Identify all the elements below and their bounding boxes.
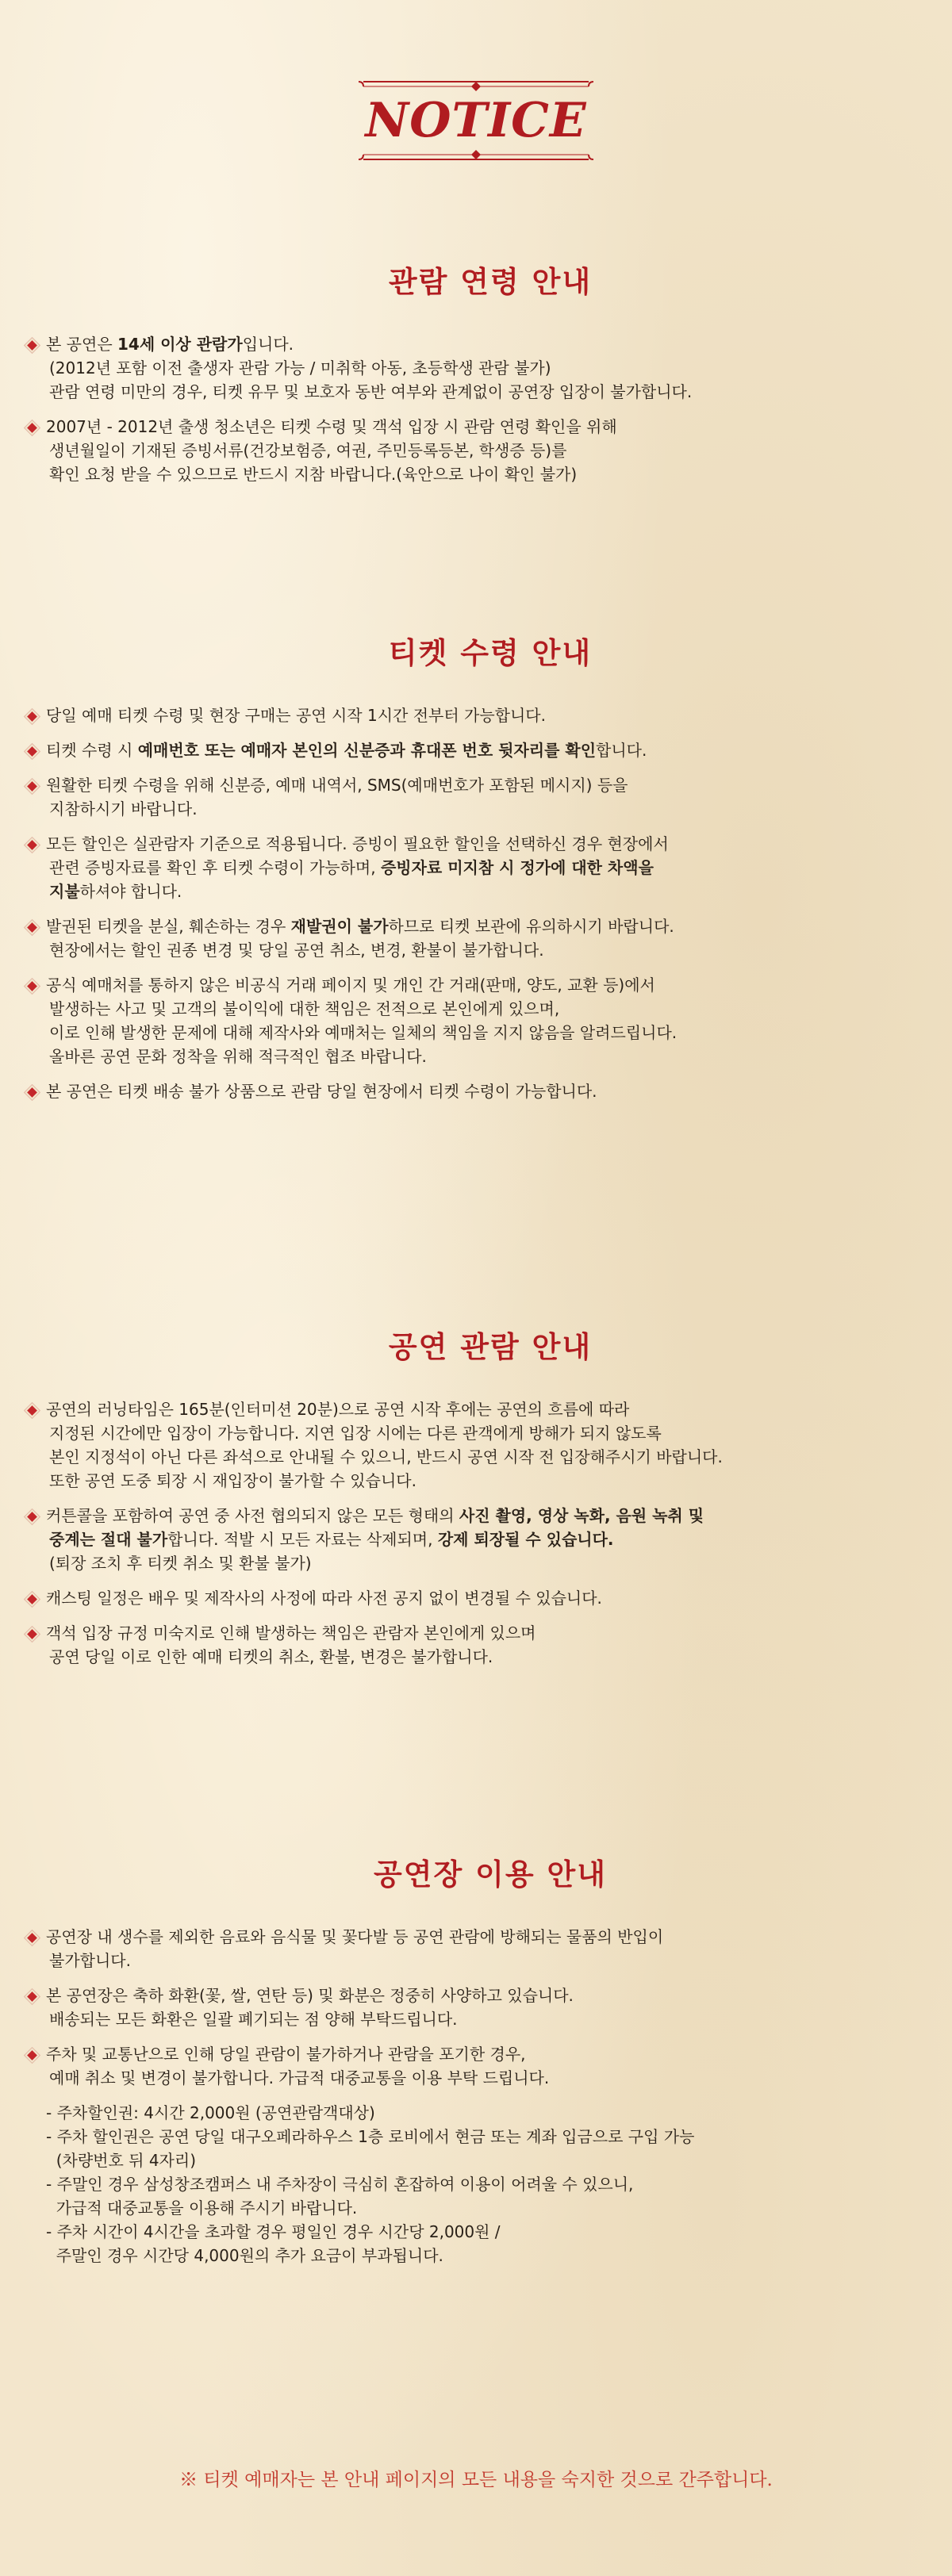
text-segment: 당일 예매 티켓 수령 및 현장 구매는 공연 시작 1시간 전부터 가능합니다. — [46, 706, 546, 725]
notice-item — [29, 1621, 933, 1669]
text-segment: 지정된 시간에만 입장이 가능합니다. 지연 입장 시에는 다른 관객에게 방해가 되지 않도록 — [49, 1424, 662, 1443]
text-line — [46, 1645, 933, 1669]
section-title: 공연 관람 안내 — [388, 1329, 593, 1364]
diamond-bullet-icon — [27, 781, 37, 792]
notice-item — [29, 1984, 933, 2031]
text-line — [46, 880, 933, 903]
notice-item — [29, 332, 933, 404]
text-line — [46, 356, 933, 380]
text-segment: (차량번호 뒤 4자리) — [46, 2151, 196, 2170]
notice-item — [29, 703, 933, 727]
text-segment: 확인 요청 받을 수 있으므로 반드시 지참 바랍니다.(육안으로 나이 확인 불가) — [49, 465, 578, 484]
diamond-bullet-icon — [27, 1512, 37, 1522]
diamond-bullet-icon — [27, 840, 37, 850]
diamond-bullet-icon — [27, 1594, 37, 1604]
text-line — [46, 1021, 933, 1045]
notice-title: NOTICE — [365, 93, 587, 148]
section-title: 관람 연령 안내 — [388, 264, 593, 299]
notice-item — [29, 1504, 933, 1575]
text-line — [46, 1528, 933, 1551]
text-segment: 또한 공연 도중 퇴장 시 재입장이 불가할 수 있습니다. — [49, 1471, 416, 1490]
diamond-bullet-icon — [27, 2050, 37, 2060]
text-line — [46, 1397, 933, 1421]
text-segment: 지참하시기 바랍니다. — [49, 799, 198, 818]
notice-item — [29, 2042, 933, 2090]
text-segment: 공연장 내 생수를 제외한 음료와 음식물 및 꽃다발 등 공연 관람에 방해되는 물품의 반입이 — [46, 1927, 664, 1946]
section-ticket-pickup — [29, 629, 933, 1114]
text-line — [46, 2125, 933, 2149]
text-line — [46, 2007, 933, 2031]
text-segment: 관련 증빙자료를 확인 후 티켓 수령이 가능하며, — [49, 858, 381, 877]
text-line — [46, 2244, 933, 2267]
text-line — [46, 1045, 933, 1068]
text-segment: 이로 인해 발생한 문제에 대해 제작사와 예매처는 일체의 책임을 지지 않음을 알려드립니다. — [49, 1023, 678, 1042]
text-line — [46, 856, 933, 880]
text-line — [46, 1621, 933, 1645]
text-segment: 올바른 공연 문화 정착을 위해 적극적인 협조 바랍니다. — [49, 1047, 427, 1066]
text-segment: 불가합니다. — [49, 1951, 131, 1970]
diamond-bullet-icon — [27, 423, 37, 433]
section-age-policy — [29, 258, 933, 497]
diamond-bullet-icon — [27, 340, 37, 351]
text-segment: 본 공연은 — [46, 335, 117, 354]
emphasized-text: 14세 이상 관람가 — [117, 335, 243, 354]
text-line — [46, 773, 933, 797]
text-line — [46, 380, 933, 404]
emphasized-text: 사진 촬영, 영상 녹화, 음원 녹취 및 — [459, 1506, 704, 1525]
section-performance-viewing — [29, 1323, 933, 1680]
text-segment: 모든 할인은 실관람자 기준으로 적용됩니다. 증빙이 필요한 할인을 선택하신 경우 현장에서 — [46, 834, 669, 853]
text-segment: 관람 연령 미만의 경우, 티켓 유무 및 보호자 동반 여부와 관계없이 공연장 입장이 불가합니다. — [49, 382, 693, 401]
notice-item — [29, 415, 933, 486]
notice-banner — [359, 79, 593, 162]
emphasized-text: 중계는 절대 불가 — [49, 1530, 168, 1549]
notice-item — [29, 1397, 933, 1493]
text-segment: 원활한 티켓 수령을 위해 신분증, 예매 내역서, SMS(예매번호가 포함된 메시지) 등을 — [46, 776, 628, 795]
text-segment: 예매 취소 및 변경이 불가합니다. 가급적 대중교통을 이용 부탁 드립니다. — [49, 2068, 550, 2087]
text-line — [46, 938, 933, 962]
text-segment: 현장에서는 할인 권종 변경 및 당일 공연 취소, 변경, 환불이 불가합니다. — [49, 941, 544, 960]
text-line — [46, 1551, 933, 1575]
text-segment: 가급적 대중교통을 이용해 주시기 바랍니다. — [46, 2198, 358, 2218]
text-segment: 티켓 수령 시 — [46, 741, 138, 760]
text-line — [46, 914, 933, 938]
emphasized-text: 증빙자료 미지참 시 정가에 대한 차액을 — [380, 858, 654, 877]
diamond-bullet-icon — [27, 1087, 37, 1098]
text-segment: 생년월일이 기재된 증빙서류(건강보험증, 여권, 주민등록등본, 학생증 등)를 — [49, 441, 567, 460]
text-line — [46, 2172, 933, 2196]
notice-item — [29, 1925, 933, 1972]
emphasized-text: 강제 퇴장될 수 있습니다. — [437, 1530, 614, 1549]
section-title: 공연장 이용 안내 — [374, 1857, 607, 1892]
text-line — [46, 1586, 933, 1610]
text-line — [46, 1925, 933, 1949]
text-line — [46, 1949, 933, 1972]
emphasized-text: 지불 — [49, 882, 80, 901]
text-line — [46, 1445, 933, 1469]
text-line — [46, 797, 933, 821]
text-line — [46, 2066, 933, 2090]
footer-note: ※ 티켓 예매자는 본 안내 페이지의 모든 내용을 숙지한 것으로 간주합니다. — [179, 2470, 773, 2490]
notice-list — [29, 1925, 933, 2090]
text-segment: 주말인 경우 시간당 4,000원의 추가 요금이 부과됩니다. — [46, 2246, 443, 2265]
notice-item — [29, 738, 933, 762]
text-line — [46, 832, 933, 856]
emphasized-text: 재발권이 불가 — [290, 917, 389, 936]
text-segment: 주차 및 교통난으로 인해 당일 관람이 불가하거나 관람을 포기한 경우, — [46, 2045, 526, 2064]
text-line — [46, 1504, 933, 1528]
notice-list — [29, 332, 933, 486]
text-line — [46, 415, 933, 439]
text-line — [46, 973, 933, 997]
text-line — [46, 439, 933, 462]
diamond-bullet-icon — [27, 1991, 37, 2002]
text-segment: (2012년 포함 이전 출생자 관람 가능 / 미취학 아동, 초등학생 관람 불가) — [49, 358, 551, 378]
diamond-bullet-icon — [27, 981, 37, 991]
notice-list — [29, 703, 933, 1103]
emphasized-text: 예매번호 또는 예매자 본인의 신분증과 휴대폰 번호 뒷자리를 확인 — [137, 741, 597, 760]
text-line — [46, 703, 933, 727]
text-segment: 입니다. — [242, 335, 294, 354]
text-segment: 객석 입장 규정 미숙지로 인해 발생하는 책임은 관람자 본인에게 있으며 — [46, 1623, 536, 1643]
parking-info — [29, 2101, 933, 2267]
notice-item — [29, 773, 933, 821]
text-segment: - 주차 할인권은 공연 당일 대구오페라하우스 1층 로비에서 현금 또는 계좌 입금으로 구입 가능 — [46, 2127, 695, 2146]
text-segment: 하므로 티켓 보관에 유의하시기 바랍니다. — [388, 917, 674, 936]
text-segment: 본 공연장은 축하 화환(꽃, 쌀, 연탄 등) 및 화분은 정중히 사양하고 있습니다. — [46, 1986, 574, 2005]
section-title: 티켓 수령 안내 — [388, 635, 593, 670]
text-segment: 배송되는 모든 화환은 일괄 폐기되는 점 양해 부탁드립니다. — [49, 2010, 458, 2029]
text-segment: 공연의 러닝타임은 165분(인터미션 20분)으로 공연 시작 후에는 공연의 흐름에 따라 — [46, 1400, 630, 1419]
text-segment: 합니다. — [596, 741, 647, 760]
text-segment: 본인 지정석이 아닌 다른 좌석으로 안내될 수 있으니, 반드시 공연 시작 전 입장해주시기 바랍니다. — [49, 1447, 723, 1466]
diamond-bullet-icon — [27, 1933, 37, 1943]
text-line — [46, 2220, 933, 2244]
notice-item — [29, 973, 933, 1068]
text-segment: 2007년 - 2012년 출생 청소년은 티켓 수령 및 객석 입장 시 관람 연령 확인을 위해 — [46, 417, 617, 436]
text-segment: 발생하는 사고 및 고객의 불이익에 대한 책임은 전적으로 본인에게 있으며, — [49, 999, 560, 1018]
text-line — [46, 2042, 933, 2066]
text-segment: - 주차할인권: 4시간 2,000원 (공연관람객대상) — [46, 2103, 375, 2122]
diamond-bullet-icon — [27, 711, 37, 722]
diamond-bullet-icon — [27, 1629, 37, 1639]
text-segment: 캐스팅 일정은 배우 및 제작사의 사정에 따라 사전 공지 없이 변경될 수 있습니다. — [46, 1589, 602, 1608]
notice-item — [29, 914, 933, 962]
text-segment: 커튼콜을 포함하여 공연 중 사전 협의되지 않은 모든 형태의 — [46, 1506, 459, 1525]
text-line — [46, 2196, 933, 2220]
notice-item — [29, 1079, 933, 1103]
notice-item — [29, 1586, 933, 1610]
text-line — [46, 1469, 933, 1493]
text-line — [46, 1079, 933, 1103]
text-line — [46, 1984, 933, 2007]
text-segment: 공식 예매처를 통하지 않은 비공식 거래 페이지 및 개인 간 거래(판매, 양도, 교환 등)에서 — [46, 976, 655, 995]
notice-item — [29, 832, 933, 903]
text-segment: 하셔야 합니다. — [79, 882, 182, 901]
text-segment: 합니다. 적발 시 모든 자료는 삭제되며, — [167, 1530, 438, 1549]
text-line — [46, 2101, 933, 2125]
text-segment: - 주말인 경우 삼성창조캠퍼스 내 주차장이 극심히 혼잡하여 이용이 어려울 수 있으니, — [46, 2175, 634, 2194]
text-segment: 본 공연은 티켓 배송 불가 상품으로 관람 당일 현장에서 티켓 수령이 가능합니다. — [46, 1082, 597, 1101]
section-venue-usage — [29, 1850, 933, 2267]
text-line — [46, 332, 933, 356]
text-line — [46, 738, 933, 762]
diamond-bullet-icon — [27, 746, 37, 757]
text-line — [46, 1421, 933, 1445]
diamond-bullet-icon — [27, 1405, 37, 1416]
text-line — [46, 997, 933, 1021]
text-segment: 발권된 티켓을 분실, 훼손하는 경우 — [46, 917, 291, 936]
text-segment: - 주차 시간이 4시간을 초과할 경우 평일인 경우 시간당 2,000원 / — [46, 2222, 501, 2241]
text-segment: 공연 당일 이로 인한 예매 티켓의 취소, 환불, 변경은 불가합니다. — [49, 1647, 493, 1666]
text-line — [46, 462, 933, 486]
notice-list — [29, 1397, 933, 1669]
text-line — [46, 2149, 933, 2172]
text-segment: (퇴장 조치 후 티켓 취소 및 환불 불가) — [49, 1554, 312, 1573]
diamond-bullet-icon — [27, 922, 37, 933]
